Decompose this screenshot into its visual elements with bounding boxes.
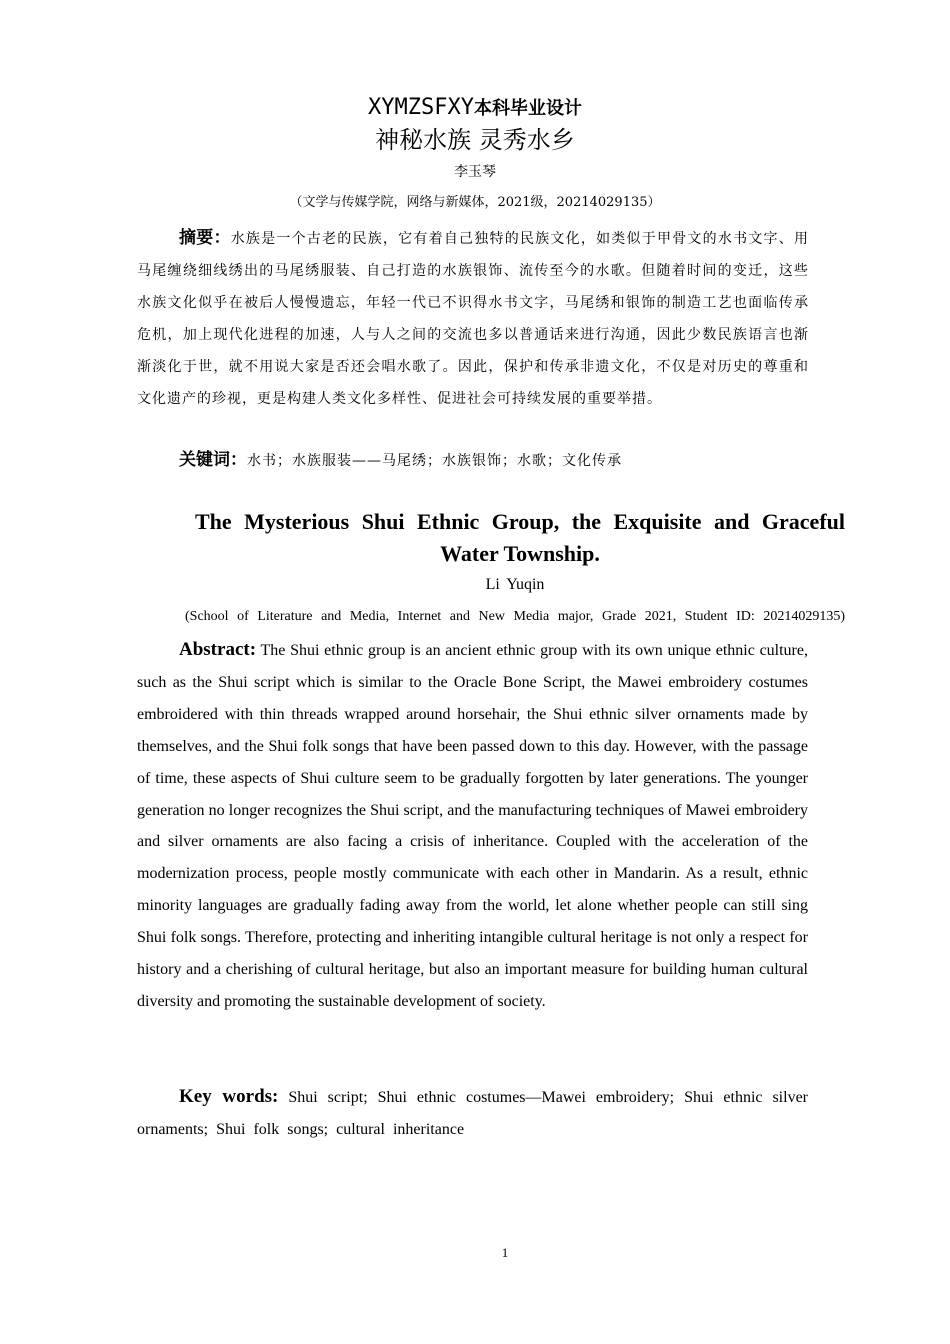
chinese-author: 李玉琴: [454, 164, 496, 180]
header-chinese: 本科毕业设计: [473, 98, 582, 119]
chinese-title: 神秘水族 灵秀水乡: [375, 126, 575, 154]
english-title: The Mysterious Shui Ethnic Group, the Exquisite and Graceful Water Township.: [195, 509, 845, 566]
chinese-keywords: [179, 444, 819, 477]
english-abstract: [137, 634, 808, 1018]
chinese-abstract: [137, 222, 809, 415]
english-author: Li Yuqin: [485, 576, 545, 593]
english-affiliation: (School of Literature and Media, Internet and New Media major, Grade 2021, Student ID: 20214029135): [185, 609, 845, 624]
english-keywords-text: Shui script; Shui ethnic costumes—Mawei embroidery; Shui ethnic silver ornaments; Shui folk songs; cultural inheritance: [137, 1089, 808, 1138]
english-abstract-label: Abstract:: [179, 639, 257, 660]
page-number: 1: [501, 1245, 509, 1260]
chinese-keywords-text: 水书；水族服装——马尾绣；水族银饰；水歌；文化传承: [247, 453, 622, 469]
english-keywords: [137, 1081, 808, 1146]
chinese-abstract-label: 摘要：: [179, 228, 231, 248]
english-abstract-text: The Shui ethnic group is an ancient ethnic group with its own unique ethnic culture, such as the Shui script which is similar to the Oracle Bone Script, the Mawei embroidery costumes embroidered with thin threads wrapped around horsehair, the Shui ethnic silver ornaments made by themselves, and the Shui folk songs that have been passed down to this day. However, with the passage of time, these aspects of Shui culture seem to be gradually forgotten by later generations. The younger generation no longer recognizes the Shui script, and the manufacturing techniques of Mawei embroidery and silver ornaments are also facing a crisis of inheritance. Coupled with the acceleration of the modernization process, people mostly communicate with each other in Mandarin. As a result, ethnic minority languages are gradually fading away from the world, let alone whether people can still sing Shui folk songs. Therefore, protecting and inheriting intangible cultural heritage is not only a respect for history and a cherishing of cultural heritage, but also an important measure for building human cultural diversity and promoting the sustainable development of society.: [137, 642, 808, 1010]
chinese-abstract-text: 水族是一个古老的民族，它有着自己独特的民族文化，如类似于甲骨文的水书文字、用马尾缠绕细线绣出的马尾绣服装、自己打造的水族银饰、流传至今的水歌。但随着时间的变迁，这些水族文化似乎在被后人慢慢遗忘，年轻一代已不识得水书文字，马尾绣和银饰的制造工艺也面临传承危机，加上现代化进程的加速，人与人之间的交流也多以普通话来进行沟通，因此少数民族语言也渐渐淡化于世，就不用说大家是否还会唱水歌了。因此，保护和传承非遗文化，不仅是对历史的尊重和文化遗产的珍视，更是构建人类文化多样性、促进社会可持续发展的重要举措。: [137, 231, 810, 407]
chinese-affiliation: （文学与传媒学院，网络与新媒体，2021级，20214029135）: [289, 195, 661, 210]
header-latin: XYMZSFXY: [368, 95, 474, 120]
english-keywords-label: Key words:: [179, 1086, 279, 1107]
chinese-keywords-label: 关键词：: [179, 450, 247, 470]
document-header: [0, 94, 950, 123]
